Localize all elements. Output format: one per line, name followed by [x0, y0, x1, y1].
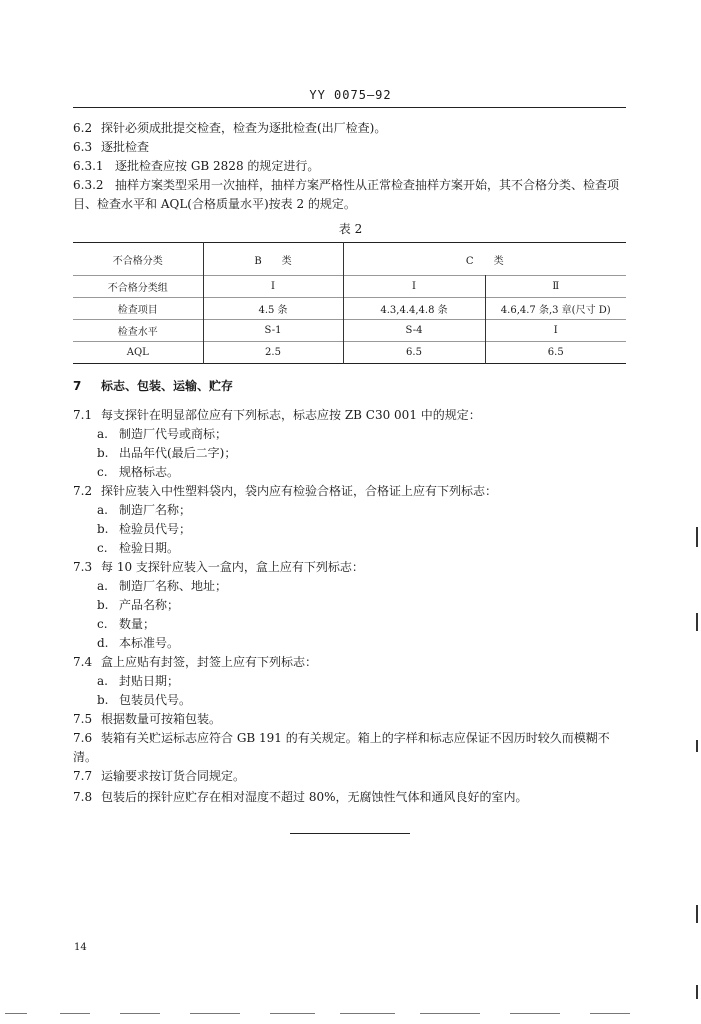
table-cell: B 类 [203, 243, 343, 276]
page-number: 14 [74, 942, 87, 953]
item-text: 数量； [119, 617, 156, 631]
clause-number: 7.1 [73, 408, 93, 422]
chapter-title: 标志、包装、运输、贮存 [101, 379, 234, 393]
item-text: 制造厂代号或商标； [119, 427, 228, 441]
item-marker: c. [97, 617, 108, 631]
row-label: 检查项目 [117, 305, 158, 316]
clause-7-3 [73, 560, 364, 575]
scan-mark [696, 527, 698, 547]
item-text: 包装员代号。 [119, 693, 192, 707]
list-item [97, 579, 227, 594]
list-item [97, 465, 179, 480]
scan-mark [696, 905, 698, 923]
table-row [73, 342, 626, 364]
scan-mark [420, 1013, 480, 1014]
scan-mark [696, 985, 698, 999]
scan-mark [340, 1013, 395, 1014]
item-marker: b. [97, 522, 109, 536]
table-row [73, 320, 626, 342]
table-cell: Ⅱ [485, 276, 626, 298]
inspection-table [73, 242, 626, 364]
list-item [97, 503, 191, 518]
clause-6-3-2-line1 [73, 178, 619, 193]
table-cell: 4.6,4.7 条,3 章(尺寸 D) [485, 298, 626, 320]
chapter-number: 7 [73, 379, 82, 393]
clause-text: 运输要求按订货合同规定。 [101, 769, 246, 783]
table-cell: I [485, 320, 626, 342]
list-item [97, 522, 191, 537]
clause-7-2 [73, 484, 497, 499]
table-cell: S-1 [203, 320, 343, 342]
clause-text: 逐批检查应按 GB 2828 的规定进行。 [115, 159, 320, 173]
clause-number: 7.8 [73, 790, 93, 804]
clause-number: 6.3.1 [73, 159, 104, 173]
list-item [97, 427, 227, 442]
list-item [97, 636, 179, 651]
clause-7-6-line1 [73, 731, 610, 746]
item-marker: d. [97, 636, 109, 650]
list-item [97, 541, 179, 556]
item-marker: b. [97, 446, 109, 460]
scan-mark [190, 1013, 240, 1014]
clause-text: 每支探针在明显部位应有下列标志，标志应按 ZB C30 001 中的规定： [101, 408, 481, 422]
scan-mark [696, 740, 698, 752]
table-cell: 6.5 [343, 342, 485, 364]
item-text: 制造厂名称、地址； [119, 579, 228, 593]
clause-6-3-2-line2: 目、检查水平和 AQL(合格质量水平)按表 2 的规定。 [73, 197, 356, 211]
item-marker: b. [97, 693, 109, 707]
end-rule [290, 833, 410, 834]
clause-7-1 [73, 408, 481, 423]
header-rule [73, 107, 626, 108]
row-label: AQL [126, 347, 149, 358]
item-text: 产品名称； [119, 598, 180, 612]
clause-text: 抽样方案类型采用一次抽样，抽样方案严格性从正常检查抽样方案开始，其不合格分类、检查项 [115, 178, 620, 192]
clause-number: 7.2 [73, 484, 93, 498]
standard-code-header: YY 0075—92 [309, 88, 392, 102]
scan-mark [270, 1013, 315, 1014]
clause-6-3-1 [73, 159, 319, 174]
row-label: 不合格分类 [112, 255, 163, 267]
table-row [73, 276, 626, 298]
table-row [73, 298, 626, 320]
clause-text: 探针应装入中性塑料袋内，袋内应有检验合格证，合格证上应有下列标志： [101, 484, 498, 498]
item-text: 本标准号。 [119, 636, 180, 650]
item-marker: a. [97, 674, 108, 688]
scan-mark [590, 1013, 630, 1014]
clause-text: 每 10 支探针应装入一盒内，盒上应有下列标志： [101, 560, 364, 574]
list-item [97, 598, 179, 613]
item-text: 检验日期。 [119, 541, 180, 555]
clause-text: 盒上应贴有封签，封签上应有下列标志： [101, 655, 318, 669]
clause-number: 7.3 [73, 560, 93, 574]
clause-number: 7.5 [73, 712, 93, 726]
clause-number: 6.3 [73, 140, 93, 154]
scan-mark [696, 613, 698, 631]
chapter-7-heading [73, 379, 233, 394]
item-marker: b. [97, 598, 109, 612]
clause-text: 根据数量可按箱包装。 [101, 712, 222, 726]
scan-mark [510, 1013, 560, 1014]
clause-number: 7.7 [73, 769, 93, 783]
item-marker: a. [97, 503, 108, 517]
item-text: 规格标志。 [119, 465, 180, 479]
row-label: 检查水平 [117, 327, 158, 338]
item-text: 封贴日期； [119, 674, 180, 688]
row-label: 不合格分类组 [107, 283, 168, 294]
clause-text: 包装后的探针应贮存在相对湿度不超过 80%，无腐蚀性气体和通风良好的室内。 [101, 790, 528, 804]
clause-7-5 [73, 712, 221, 727]
table-cell: 2.5 [203, 342, 343, 364]
table-cell: S-4 [343, 320, 485, 342]
clause-6-3 [73, 140, 149, 155]
clause-number: 6.2 [73, 121, 93, 135]
item-text: 制造厂名称； [119, 503, 192, 517]
item-marker: c. [97, 465, 108, 479]
table-cell: C 类 [343, 243, 626, 276]
clause-6-2 [73, 121, 386, 136]
clause-text: 逐批检查 [101, 140, 150, 154]
table-row [73, 243, 626, 276]
table-cell: 6.5 [485, 342, 626, 364]
clause-text: 装箱有关贮运标志应符合 GB 191 的有关规定。箱上的字样和标志应保证不因历时较久而模糊不 [101, 731, 610, 745]
item-marker: a. [97, 579, 108, 593]
list-item [97, 446, 236, 461]
clause-text: 探针必须成批提交检查，检查为逐批检查(出厂检查)。 [101, 121, 387, 135]
clause-7-8 [73, 790, 528, 805]
item-marker: c. [97, 541, 108, 555]
scan-mark [60, 1013, 90, 1014]
item-text: 出品年代(最后二字)； [119, 446, 237, 460]
table-cell: 4.5 条 [203, 298, 343, 320]
scan-mark [5, 1013, 27, 1014]
clause-7-6-line2: 清。 [73, 750, 98, 764]
table-cell: I [343, 276, 485, 298]
scan-mark [120, 1013, 160, 1014]
clause-number: 7.4 [73, 655, 93, 669]
table-caption: 表 2 [338, 222, 363, 236]
clause-number: 6.3.2 [73, 178, 104, 192]
list-item [97, 693, 191, 708]
clause-7-7 [73, 769, 245, 784]
list-item [97, 617, 155, 632]
table-cell: 4.3,4.4,4.8 条 [343, 298, 485, 320]
item-marker: a. [97, 427, 108, 441]
clause-number: 7.6 [73, 731, 93, 745]
list-item [97, 674, 179, 689]
table-cell: I [203, 276, 343, 298]
clause-7-4 [73, 655, 317, 670]
item-text: 检验员代号； [119, 522, 192, 536]
